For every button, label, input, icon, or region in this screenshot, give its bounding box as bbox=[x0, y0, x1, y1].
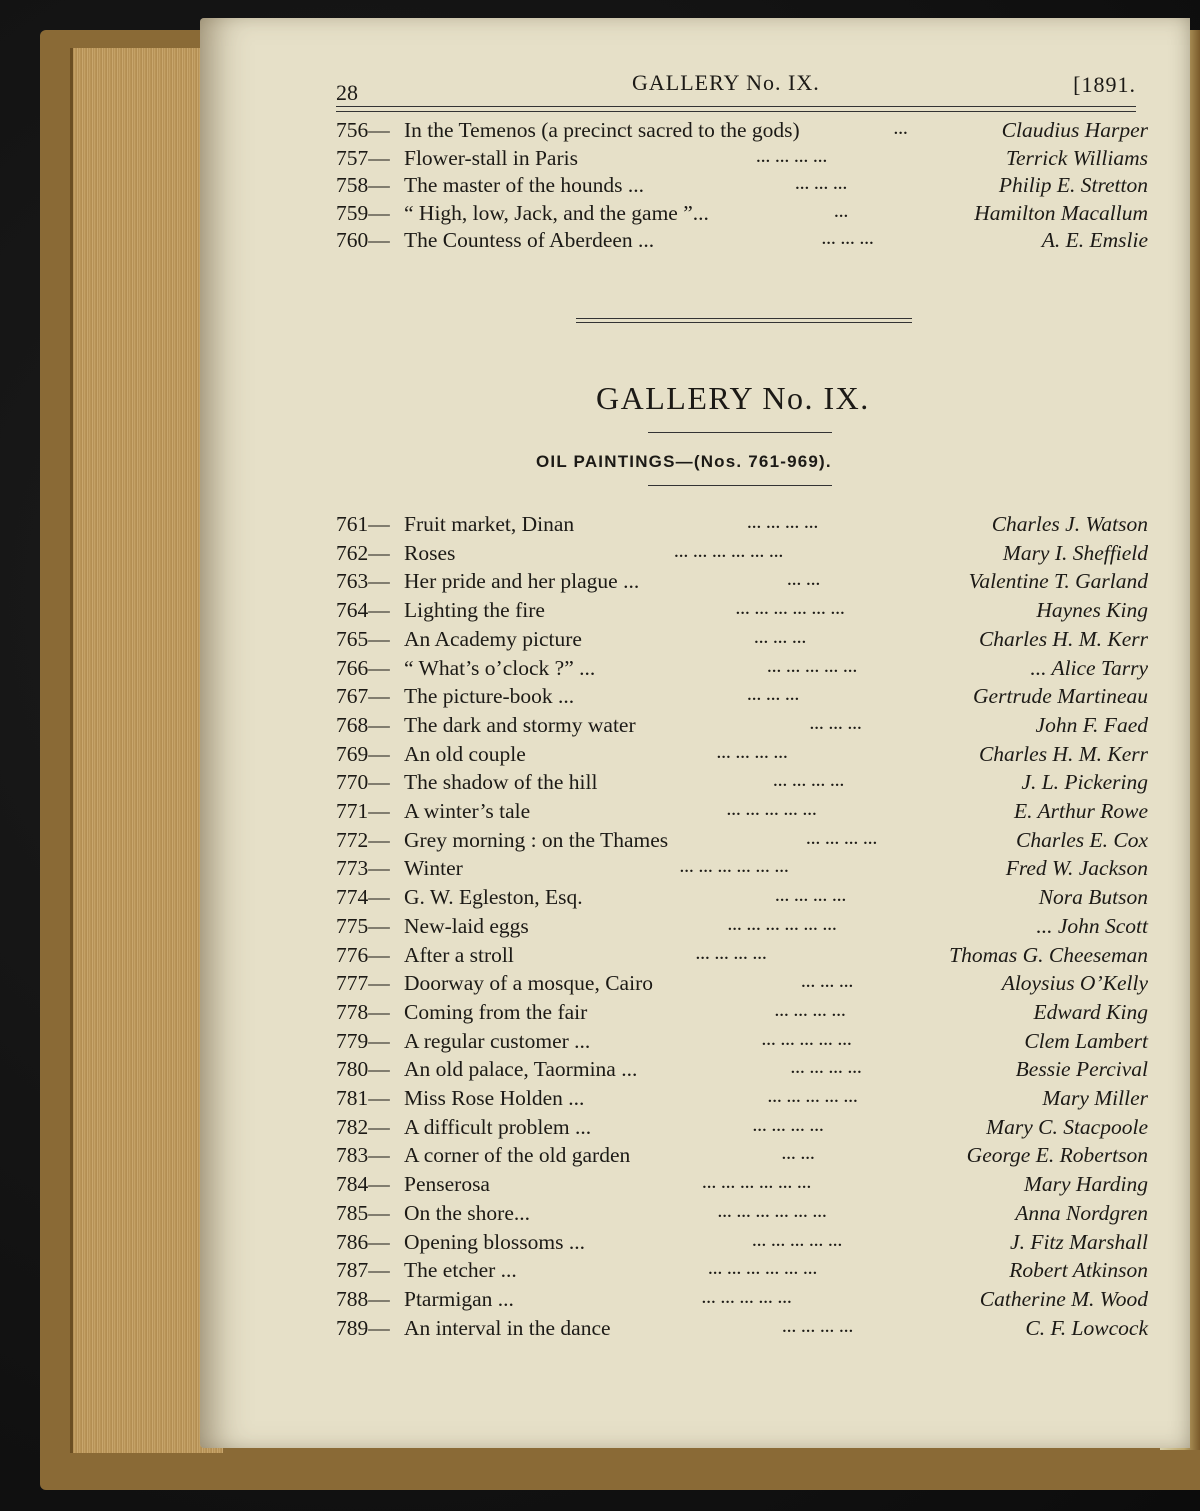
entry-number: 773— bbox=[336, 856, 390, 881]
leader-dots: ... ... ... ... ... bbox=[752, 1233, 843, 1250]
leader-dots: ... ... ... ... ... bbox=[762, 1032, 853, 1049]
leader-dots: ... ... bbox=[782, 1147, 816, 1164]
catalogue-entry bbox=[336, 512, 1148, 540]
entry-artist: Mary Miller bbox=[1042, 1086, 1148, 1110]
leader-dots: ... ... ... ... bbox=[747, 516, 819, 532]
entry-artist: Valentine T. Garland bbox=[968, 569, 1148, 594]
leader-dots: ... ... ... ... bbox=[791, 1061, 863, 1078]
entry-artist: J. L. Pickering bbox=[1021, 770, 1148, 795]
entry-artist: Charles E. Cox bbox=[1016, 827, 1148, 852]
entry-artist: Charles H. M. Kerr bbox=[978, 626, 1148, 651]
catalogue-entry bbox=[336, 1143, 1148, 1171]
entry-artist: Haynes King bbox=[1036, 598, 1148, 623]
entry-artist: Aloysius O’Kelly bbox=[1001, 971, 1148, 996]
entry-number: 764— bbox=[336, 598, 390, 623]
entry-number: 777— bbox=[336, 971, 390, 996]
leader-dots: ... ... ... ... ... ... bbox=[718, 1204, 828, 1221]
catalogue-entry bbox=[336, 201, 1148, 229]
entry-number: 781— bbox=[336, 1086, 390, 1110]
entry-number: 769— bbox=[336, 741, 390, 766]
entry-title: On the shore... bbox=[404, 1200, 530, 1225]
entry-number: 770— bbox=[336, 770, 390, 795]
entry-artist: ... John Scott bbox=[1036, 913, 1148, 938]
entry-title: New-laid eggs bbox=[404, 913, 529, 938]
entry-artist: Gertrude Martineau bbox=[973, 684, 1148, 709]
entry-number: 763— bbox=[336, 569, 390, 594]
catalogue-entry bbox=[336, 598, 1148, 626]
catalogue-entry bbox=[336, 971, 1148, 999]
header-title: GALLERY No. IX. bbox=[632, 70, 820, 95]
entry-number: 783— bbox=[336, 1143, 390, 1168]
entry-artist: C. F. Lowcock bbox=[1025, 1315, 1148, 1340]
catalogue-entry bbox=[336, 1230, 1148, 1258]
entry-artist: Thomas G. Cheeseman bbox=[949, 942, 1148, 967]
catalogue-entry bbox=[336, 1287, 1148, 1315]
page-content bbox=[336, 60, 1156, 1360]
entry-artist: John F. Faed bbox=[1035, 712, 1148, 737]
entry-number: 768— bbox=[336, 712, 390, 737]
entry-title: Opening blossoms ... bbox=[404, 1229, 585, 1254]
catalogue-entry bbox=[336, 799, 1148, 827]
leader-dots: ... ... ... ... bbox=[773, 774, 845, 791]
entry-number: 757— bbox=[336, 145, 390, 170]
leader-dots: ... ... ... bbox=[754, 630, 807, 647]
catalogue-entry bbox=[336, 742, 1148, 770]
entry-artist: Philip E. Stretton bbox=[998, 173, 1148, 197]
leader-dots: ... bbox=[894, 122, 909, 138]
catalogue-entry bbox=[336, 1029, 1148, 1057]
catalogue-entry bbox=[336, 1172, 1148, 1200]
catalogue-entry bbox=[336, 146, 1148, 174]
entry-number: 784— bbox=[336, 1172, 390, 1197]
entry-title: The shadow of the hill bbox=[404, 770, 598, 795]
leader-dots: ... ... ... ... bbox=[782, 1319, 854, 1336]
entry-artist: George E. Robertson bbox=[966, 1143, 1148, 1168]
entry-title: An old couple bbox=[404, 741, 526, 766]
entry-artist: E. Arthur Rowe bbox=[1014, 799, 1148, 823]
catalogue-entry bbox=[336, 656, 1148, 684]
leader-dots: ... ... ... ... ... bbox=[702, 1290, 793, 1307]
entry-number: 776— bbox=[336, 942, 390, 967]
entry-title: A regular customer ... bbox=[404, 1028, 591, 1053]
leader-dots: ... ... ... ... ... ... bbox=[702, 1176, 812, 1193]
entry-title: Ptarmigan ... bbox=[404, 1286, 514, 1311]
leader-dots: ... ... ... ... ... bbox=[727, 803, 818, 819]
entry-number: 771— bbox=[336, 799, 390, 823]
entry-number: 760— bbox=[336, 228, 390, 252]
catalogue-entry bbox=[336, 770, 1148, 798]
entry-artist: Mary Harding bbox=[1023, 1172, 1148, 1197]
page-number: 28 bbox=[336, 80, 358, 105]
entry-title: G. W. Egleston, Esq. bbox=[404, 885, 583, 910]
entry-title: Lighting the fire bbox=[404, 598, 545, 623]
entry-title: Fruit market, Dinan bbox=[404, 512, 575, 536]
leader-dots: ... ... ... ... ... ... bbox=[674, 544, 784, 561]
entry-artist: Robert Atkinson bbox=[1009, 1258, 1148, 1283]
catalogue-entry bbox=[336, 943, 1148, 971]
entry-number: 767— bbox=[336, 684, 390, 709]
leader-dots: ... ... ... ... ... bbox=[767, 659, 858, 676]
entry-title: In the Temenos (a precinct sacred to the gods) bbox=[404, 118, 800, 142]
leader-dots: ... ... ... ... bbox=[717, 745, 789, 762]
entry-title: Roses bbox=[404, 540, 456, 565]
entry-artist: Nora Butson bbox=[1038, 885, 1148, 910]
leader-dots: ... ... ... ... ... ... bbox=[680, 860, 790, 877]
header-year: [1891. bbox=[1073, 72, 1136, 97]
section-subtitle: OIL PAINTINGS—(Nos. 761-969). bbox=[536, 452, 832, 471]
entry-number: 774— bbox=[336, 885, 390, 910]
entry-number: 765— bbox=[336, 626, 390, 651]
entry-number: 778— bbox=[336, 999, 390, 1024]
leader-dots: ... ... ... ... bbox=[775, 889, 847, 906]
running-header bbox=[336, 60, 1136, 105]
entry-title: An old palace, Taormina ... bbox=[404, 1057, 638, 1082]
catalogue-entry bbox=[336, 828, 1148, 856]
entry-title: The picture-book ... bbox=[404, 684, 575, 709]
catalogue-entry bbox=[336, 713, 1148, 741]
catalogue-entry bbox=[336, 1258, 1148, 1286]
entry-number: 780— bbox=[336, 1057, 390, 1082]
entry-number: 762— bbox=[336, 540, 390, 565]
entry-title: “ High, low, Jack, and the game ”... bbox=[404, 200, 709, 225]
entry-number: 775— bbox=[336, 913, 390, 938]
catalogue-entry bbox=[336, 1000, 1148, 1028]
catalogue-entry bbox=[336, 1057, 1148, 1085]
leader-dots: ... ... ... ... bbox=[696, 946, 768, 963]
entry-artist: Catherine M. Wood bbox=[979, 1286, 1148, 1311]
entry-artist: Anna Nordgren bbox=[1015, 1200, 1148, 1225]
entry-title: An interval in the dance bbox=[404, 1315, 611, 1340]
entry-title: The Countess of Aberdeen ... bbox=[404, 228, 655, 252]
entry-title: Penserosa bbox=[404, 1172, 490, 1197]
entry-artist: Mary I. Sheffield bbox=[1002, 540, 1148, 565]
title-rule bbox=[648, 432, 832, 433]
catalogue-entry bbox=[336, 1086, 1148, 1114]
catalogue-entry bbox=[336, 173, 1148, 201]
leader-dots: ... ... bbox=[787, 573, 821, 590]
entry-number: 761— bbox=[336, 512, 390, 536]
entry-number: 779— bbox=[336, 1028, 390, 1053]
subtitle-rule bbox=[648, 485, 832, 486]
entry-artist: J. Fitz Marshall bbox=[1010, 1229, 1148, 1254]
entry-number: 758— bbox=[336, 173, 390, 197]
entry-title: The etcher ... bbox=[404, 1258, 517, 1283]
entry-title: A winter’s tale bbox=[404, 799, 531, 823]
catalogue-entry bbox=[336, 856, 1148, 884]
section-divider bbox=[576, 318, 912, 323]
entry-title: “ What’s o’clock ?” ... bbox=[404, 655, 596, 680]
entry-artist: Bessie Percival bbox=[1015, 1057, 1148, 1082]
entry-title: A difficult problem ... bbox=[404, 1114, 592, 1139]
entry-artist: ... Alice Tarry bbox=[1030, 655, 1148, 680]
leader-dots: ... ... ... bbox=[822, 232, 875, 248]
entry-title: Her pride and her plague ... bbox=[404, 569, 640, 594]
catalogue-entry bbox=[336, 541, 1148, 569]
entry-title: Winter bbox=[404, 856, 463, 881]
entry-title: Miss Rose Holden ... bbox=[404, 1086, 585, 1110]
catalogue-entry bbox=[336, 569, 1148, 597]
entry-number: 786— bbox=[336, 1229, 390, 1254]
leader-dots: ... ... ... bbox=[747, 688, 800, 705]
entry-artist: Claudius Harper bbox=[1001, 118, 1148, 142]
entry-number: 759— bbox=[336, 200, 390, 225]
entry-number: 788— bbox=[336, 1286, 390, 1311]
entry-artist: Terrick Williams bbox=[1006, 145, 1148, 170]
catalogue-entry bbox=[336, 1115, 1148, 1143]
entry-number: 785— bbox=[336, 1200, 390, 1225]
entry-title: The dark and stormy water bbox=[404, 712, 636, 737]
catalogue-entry bbox=[336, 1201, 1148, 1229]
entry-title: Grey morning : on the Thames bbox=[404, 827, 669, 852]
leader-dots: ... ... ... ... ... ... bbox=[736, 602, 846, 619]
leader-dots: ... ... ... bbox=[810, 716, 863, 733]
catalogue-entry bbox=[336, 1316, 1148, 1344]
leader-dots: ... ... ... ... ... bbox=[768, 1090, 859, 1106]
entry-number: 756— bbox=[336, 118, 390, 142]
leader-dots: ... ... ... ... ... ... bbox=[728, 917, 838, 934]
leader-dots: ... ... ... bbox=[795, 177, 848, 193]
entry-artist: Hamilton Macallum bbox=[974, 200, 1148, 225]
entry-number: 782— bbox=[336, 1114, 390, 1139]
entry-artist: Edward King bbox=[1033, 999, 1148, 1024]
entry-title: After a stroll bbox=[404, 942, 514, 967]
leader-dots: ... ... ... bbox=[801, 975, 854, 992]
entry-title: Doorway of a mosque, Cairo bbox=[404, 971, 653, 996]
entry-number: 787— bbox=[336, 1258, 390, 1283]
leader-dots: ... ... ... ... bbox=[775, 1003, 847, 1020]
catalogue-entry bbox=[336, 914, 1148, 942]
catalogue-entry bbox=[336, 885, 1148, 913]
catalogue-entry bbox=[336, 118, 1148, 146]
entry-artist: Mary C. Stacpoole bbox=[986, 1114, 1148, 1139]
entry-artist: Charles H. M. Kerr bbox=[978, 741, 1148, 766]
leader-dots: ... ... ... ... bbox=[753, 1118, 825, 1135]
entry-number: 789— bbox=[336, 1315, 390, 1340]
leader-dots: ... ... ... ... bbox=[806, 831, 878, 848]
leader-dots: ... bbox=[834, 204, 849, 221]
entry-number: 772— bbox=[336, 827, 390, 852]
catalogue-entry bbox=[336, 684, 1148, 712]
leader-dots: ... ... ... ... ... ... bbox=[708, 1262, 818, 1279]
entry-number: 766— bbox=[336, 655, 390, 680]
entry-title: Coming from the fair bbox=[404, 999, 588, 1024]
entry-artist: Fred W. Jackson bbox=[1005, 856, 1148, 881]
catalogue-entry bbox=[336, 627, 1148, 655]
entry-artist: A. E. Emslie bbox=[1041, 228, 1148, 252]
entry-title: An Academy picture bbox=[404, 626, 582, 651]
entry-title: A corner of the old garden bbox=[404, 1143, 631, 1168]
entry-title: Flower-stall in Paris bbox=[404, 145, 578, 170]
entry-artist: Clem Lambert bbox=[1024, 1028, 1148, 1053]
gallery-title: GALLERY No. IX. bbox=[596, 380, 870, 416]
leader-dots: ... ... ... ... bbox=[756, 149, 828, 166]
entry-artist: Charles J. Watson bbox=[991, 512, 1148, 536]
entry-title: The master of the hounds ... bbox=[404, 173, 645, 197]
header-rule bbox=[336, 106, 1136, 112]
catalogue-entry bbox=[336, 228, 1148, 256]
